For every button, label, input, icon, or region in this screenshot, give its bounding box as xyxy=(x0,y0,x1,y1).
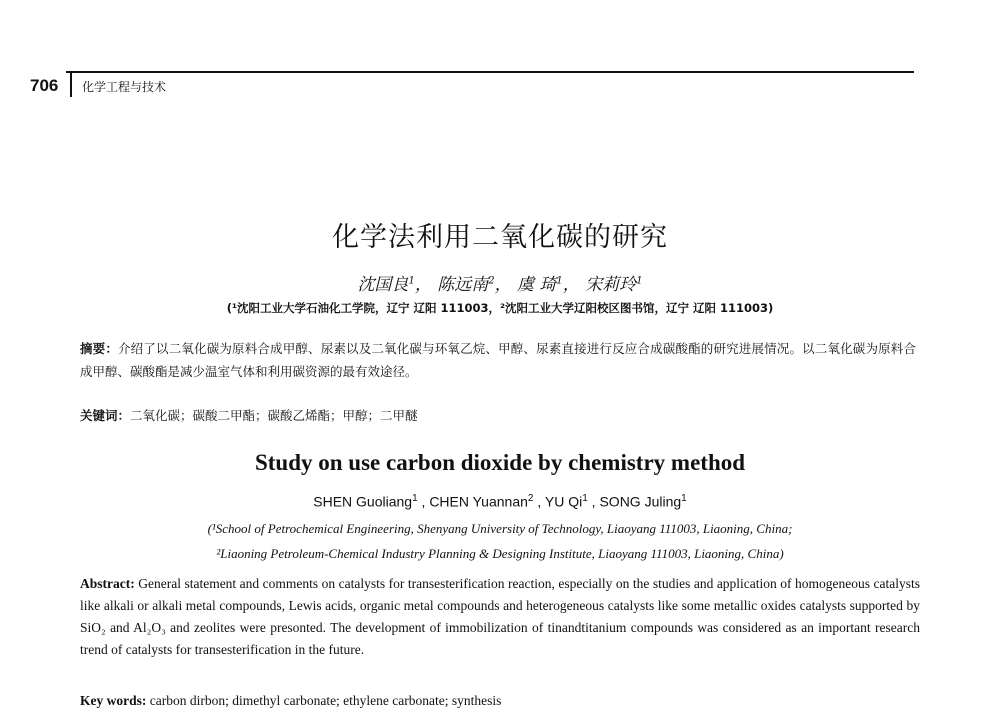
chinese-affiliation: (¹沈阳工业大学石油化工学院，辽宁 辽阳 111003，²沈阳工业大学辽阳校区图书馆，辽宁 辽阳 111003) xyxy=(226,301,774,315)
keywords-text: carbon dirbon; dimethyl carbonate; ethylene carbonate; synthesis xyxy=(149,693,502,708)
chinese-authors: 沈国良$^1$， 陈远南$^2$， 虞 琦$^1$， 宋莉玲$^1$ xyxy=(357,275,643,295)
journal-name: 化学工程与技术 xyxy=(82,80,167,94)
author-sup: 2 xyxy=(527,493,534,504)
header-divider xyxy=(70,71,72,97)
author-sup: 1 xyxy=(582,493,588,504)
author-name: CHEN Yuannan xyxy=(429,493,528,510)
author-sup: 1 xyxy=(681,493,687,504)
author-name: 虞 琦 xyxy=(517,275,557,295)
keywords-text: 二氧化碳；碳酸二甲酯；碳酸乙烯酯；甲醇；二甲醚 xyxy=(130,408,418,423)
abstract-text: General statement and comments on catalysts for transesterification reaction, especially on the studies and application of homogeneous catalysts like alkali or alkali metal compounds, Lewis acids, organic metal compounds and heterogeneous catalysts like some metallic oxides catalysts supported by SiO₂ and Al₂O₃ and zeolites were presonted. The development of immobilization of tinandtitanium compounds was considered as an important research trend of catalysts for transesterification in the future. xyxy=(80,576,920,657)
english-keywords xyxy=(80,693,920,709)
abstract-label: Abstract: xyxy=(80,576,135,591)
chinese-title: 化学法利用二氧化碳的研究 xyxy=(332,222,668,253)
english-title: Study on use carbon dioxide by chemistry method xyxy=(254,450,746,475)
author-name: 陈远南 xyxy=(437,275,489,295)
header-rule xyxy=(66,71,914,73)
chinese-keywords xyxy=(80,406,916,424)
english-authors: SHEN Guoliang$^1$ , CHEN Yuannan$^2$ , YU Qi$^1$ , SONG Juling$^1$ xyxy=(313,493,687,510)
author-name: 沈国良 xyxy=(357,275,409,295)
author-name: SHEN Guoliang xyxy=(313,493,413,510)
page-number: 706 xyxy=(30,76,59,95)
chinese-abstract xyxy=(80,337,916,383)
author-name: 宋莉玲 xyxy=(585,275,637,295)
abstract-text: 介绍了以二氧化碳为原料合成甲醇、尿素以及二氧化碳与环氧乙烷、甲醇、尿素直接进行反应合成碳酸酯的研究进展情况。以二氧化碳为原料合成甲醇、碳酸酯是减少温室气体和利用碳资源的最有效途径。 xyxy=(80,341,916,379)
author-name: YU Qi xyxy=(544,493,583,510)
keywords-label: 关键词： xyxy=(80,408,131,423)
author-sup: 1 xyxy=(412,493,418,504)
author-sup: 1 xyxy=(556,275,563,287)
keywords-label: Key words: xyxy=(80,693,147,708)
author-sup: 1 xyxy=(636,275,643,287)
author-sup: 1 xyxy=(408,275,415,287)
english-abstract xyxy=(80,573,920,661)
english-affiliation-1: (¹School of Petrochemical Engineering, Shenyang University of Technology, Liaoyang 111003, Liaoning, China; xyxy=(207,521,793,536)
author-name: SONG Juling xyxy=(599,493,682,510)
abstract-label: 摘要： xyxy=(80,341,119,356)
author-sup: 2 xyxy=(488,275,495,287)
english-affiliation-2: ²Liaoning Petroleum-Chemical Industry Planning & Designing Institute, Liaoyang 111003, Liaoning, China) xyxy=(216,546,784,561)
